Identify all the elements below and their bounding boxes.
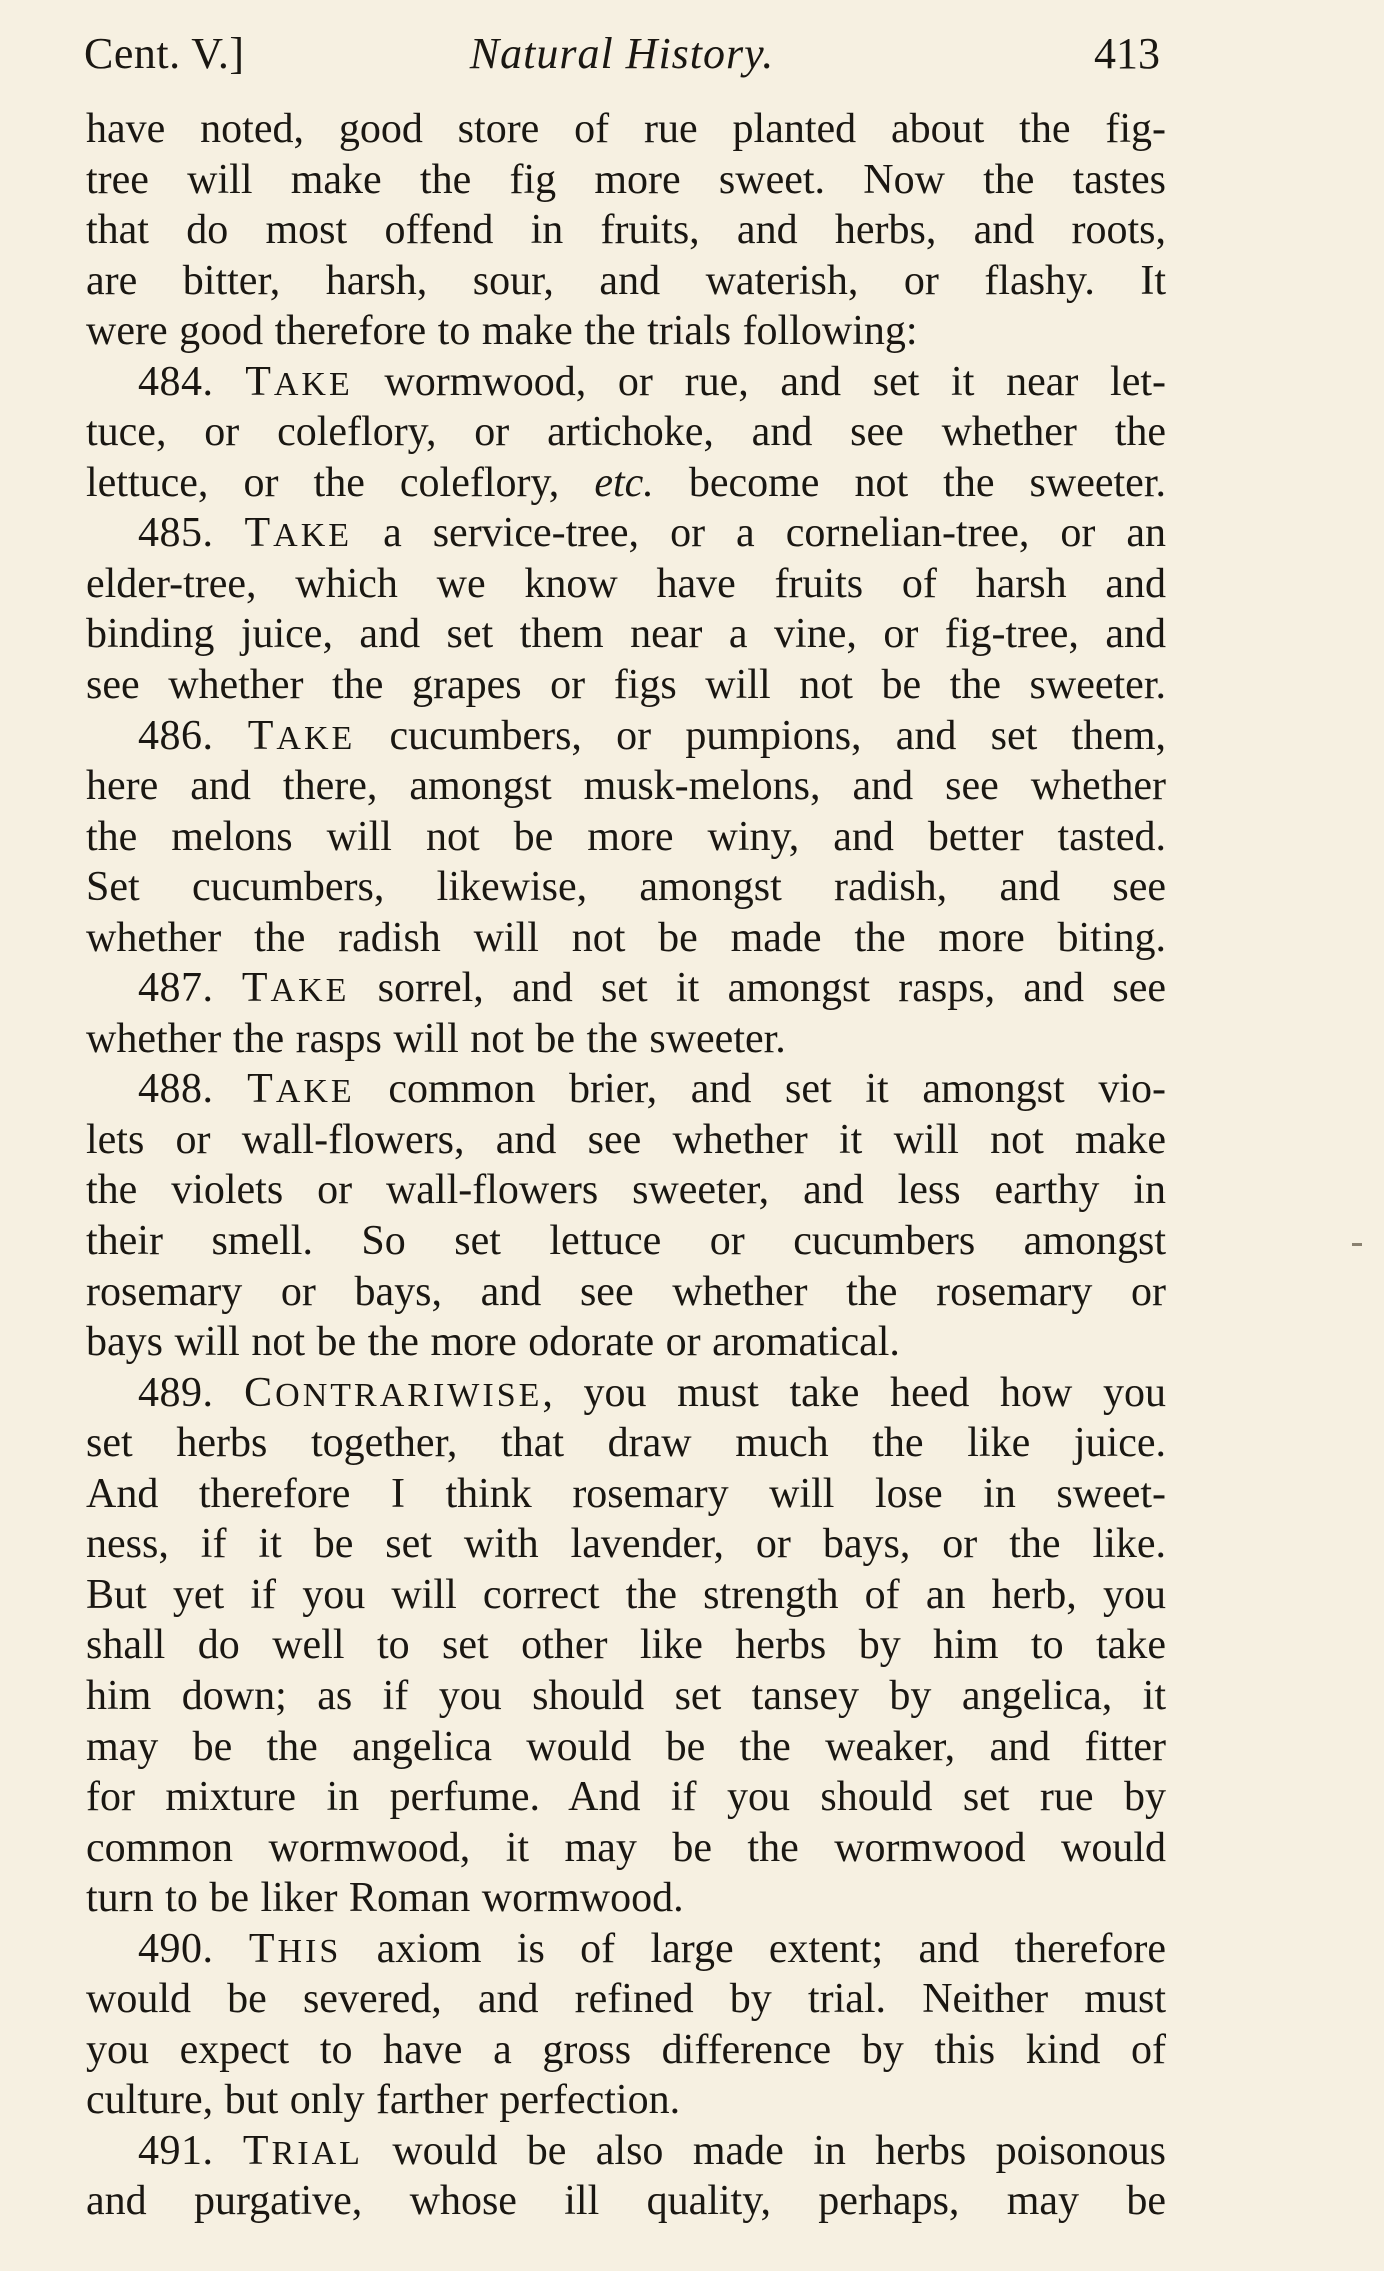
text-line xyxy=(86,1772,1166,1823)
text-line xyxy=(86,862,1166,913)
text-line xyxy=(86,205,1166,256)
text-line xyxy=(86,306,1166,357)
text-line xyxy=(86,2075,1166,2126)
text-line xyxy=(86,407,1166,458)
line-text: bays will not be the more odorate or aromatical. xyxy=(86,1319,900,1366)
line-text: sorrel, and set it amongst rasps, and see xyxy=(349,965,1166,1012)
line-text: common wormwood, it may be the wormwood would xyxy=(86,1824,1166,1871)
line-text: Set cucumbers, likewise, amongst radish, and see xyxy=(86,864,1166,911)
line-text: tree will make the fig more sweet. Now the tastes xyxy=(86,156,1166,203)
line-text: wormwood, or rue, and set it near let- xyxy=(352,358,1166,405)
text-line xyxy=(86,1974,1166,2025)
line-text: him down; as if you should set tansey by angelica, it xyxy=(86,1672,1166,1719)
line-text: their smell. So set lettuce or cucumbers amongst xyxy=(86,1218,1166,1265)
text-line xyxy=(86,1165,1166,1216)
line-text: whether the rasps will not be the sweeter. xyxy=(86,1015,786,1062)
small-caps-word: AKE xyxy=(276,719,356,757)
small-caps-word: AKE xyxy=(275,1073,355,1111)
running-head-title: Natural History. xyxy=(469,29,775,78)
paragraph-number: 491. xyxy=(138,2127,214,2174)
line-text: ness, if it be set with lavender, or bays, or the like. xyxy=(86,1521,1166,1568)
small-caps-initial: T xyxy=(247,712,277,759)
running-head xyxy=(84,24,1160,84)
line-text: may be the angelica would be the weaker, and fitter xyxy=(86,1723,1166,1770)
text-line xyxy=(86,458,1166,509)
line-text: elder-tree, which we know have fruits of harsh and xyxy=(86,560,1166,607)
small-caps-word: AKE xyxy=(273,517,353,555)
small-caps-word: AKE xyxy=(273,365,353,403)
body-text xyxy=(86,104,1166,2227)
line-text: have noted, good store of rue planted about the fig- xyxy=(86,106,1166,152)
text-line xyxy=(86,155,1166,206)
line-text: lets or wall-flowers, and see whether it will not make xyxy=(86,1116,1166,1163)
line-text: for mixture in perfume. And if you should set rue by xyxy=(86,1774,1166,1821)
text-line xyxy=(86,812,1166,863)
small-caps-initial: T xyxy=(248,1925,278,1972)
line-text: you expect to have a gross difference by this kind of xyxy=(86,2026,1166,2073)
text-line xyxy=(86,1317,1166,1368)
line-text: set herbs together, that draw much the like juice. xyxy=(86,1420,1166,1467)
line-text: shall do well to set other like herbs by him to take xyxy=(86,1622,1166,1669)
line-text: that do most offend in fruits, and herbs, and roots, xyxy=(86,207,1166,254)
line-text: are bitter, harsh, sour, and waterish, or flashy. It xyxy=(86,257,1166,304)
line-text: axiom is of large extent; and therefore xyxy=(341,1925,1167,1972)
small-caps-word: RIAL xyxy=(271,2134,363,2172)
small-caps-initial: T xyxy=(244,510,274,557)
paragraph-start-line xyxy=(86,1368,1166,1419)
paragraph-start-line xyxy=(86,963,1166,1014)
text-line xyxy=(86,761,1166,812)
line-text: would be severed, and refined by trial. Neither must xyxy=(86,1976,1166,2023)
paragraph-number: 487. xyxy=(138,965,214,1012)
line-text: here and there, amongst musk-melons, and see whether xyxy=(86,763,1166,810)
text-line xyxy=(86,1014,1166,1065)
text-line xyxy=(86,2025,1166,2076)
line-text: culture, but only farther perfection. xyxy=(86,2077,681,2124)
line-text: rosemary or bays, and see whether the rosemary or xyxy=(86,1268,1166,1315)
line-text: tuce, or coleflory, or artichoke, and see whether the xyxy=(86,409,1166,456)
small-caps-initial: T xyxy=(242,2127,272,2174)
small-caps-initial: C xyxy=(244,1369,276,1416)
paragraph-start-line xyxy=(86,2126,1166,2177)
text-line xyxy=(86,559,1166,610)
text-line xyxy=(86,2176,1166,2227)
line-text: the violets or wall-flowers sweeter, and less earthy in xyxy=(86,1167,1166,1214)
small-caps-initial: T xyxy=(247,1066,276,1113)
line-text: But yet if you will correct the strength of an herb, you xyxy=(86,1571,1166,1618)
text-line xyxy=(86,1216,1166,1267)
paragraph-start-line xyxy=(86,1924,1166,1975)
line-text: common brier, and set it amongst vio- xyxy=(354,1066,1166,1113)
italic-text: etc. xyxy=(594,459,654,506)
paragraph-start-line xyxy=(86,357,1166,408)
paragraph-number: 490. xyxy=(138,1925,214,1972)
paragraph-number: 486. xyxy=(138,712,214,759)
text-line xyxy=(86,1671,1166,1722)
paragraph-start-line xyxy=(86,711,1166,762)
small-caps-initial: T xyxy=(241,965,271,1012)
text-line xyxy=(86,1873,1166,1924)
line-text: turn to be liker Roman wormwood. xyxy=(86,1875,684,1922)
small-caps-initial: T xyxy=(245,358,274,405)
line-text: a service-tree, or a cornelian-tree, or an xyxy=(352,510,1167,557)
line-text: whether the radish will not be made the more biting. xyxy=(86,914,1166,961)
text-line xyxy=(86,1418,1166,1469)
line-text: and purgative, whose ill quality, perhaps, may be xyxy=(86,2178,1166,2225)
text-line xyxy=(86,1823,1166,1874)
line-text: cucumbers, or pumpions, and set them, xyxy=(355,712,1167,759)
small-caps-word: ONTRARIWISE xyxy=(275,1376,543,1414)
paragraph-number: 484. xyxy=(138,358,214,405)
text-line xyxy=(86,1620,1166,1671)
line-text: And therefore I think rosemary will lose in sweet- xyxy=(86,1470,1166,1517)
text-line xyxy=(86,1267,1166,1318)
line-text: , you must take heed how you xyxy=(542,1369,1167,1416)
line-text: binding juice, and set them near a vine, or fig-tree, and xyxy=(86,611,1166,658)
line-text: the melons will not be more winy, and better tasted. xyxy=(86,813,1166,860)
text-line xyxy=(86,1115,1166,1166)
margin-mark xyxy=(1352,1243,1362,1246)
text-line xyxy=(86,104,1166,155)
line-text: see whether the grapes or figs will not be the sweeter. xyxy=(86,662,1166,709)
text-line xyxy=(86,660,1166,711)
running-head-section: Cent. V.] xyxy=(84,29,245,78)
paragraph-number: 485. xyxy=(138,510,214,557)
text-line xyxy=(86,1469,1166,1520)
small-caps-word: AKE xyxy=(270,972,350,1010)
paragraph-number: 488. xyxy=(138,1066,214,1113)
text-line xyxy=(86,256,1166,307)
line-text: would be also made in herbs poisonous xyxy=(362,2127,1167,2174)
text-line xyxy=(86,913,1166,964)
paragraph-start-line xyxy=(86,1064,1166,1115)
text-line xyxy=(86,1519,1166,1570)
text-line xyxy=(86,1722,1166,1773)
line-text: lettuce, or the coleflory, xyxy=(86,459,595,506)
paragraph-number: 489. xyxy=(138,1369,214,1416)
small-caps-word: HIS xyxy=(277,1932,342,1970)
page-number: 413 xyxy=(1094,29,1160,78)
text-line xyxy=(86,1570,1166,1621)
paragraph-start-line xyxy=(86,508,1166,559)
text-line xyxy=(86,609,1166,660)
line-text-continued: become not the sweeter. xyxy=(653,459,1166,506)
line-text: were good therefore to make the trials following: xyxy=(86,308,918,355)
